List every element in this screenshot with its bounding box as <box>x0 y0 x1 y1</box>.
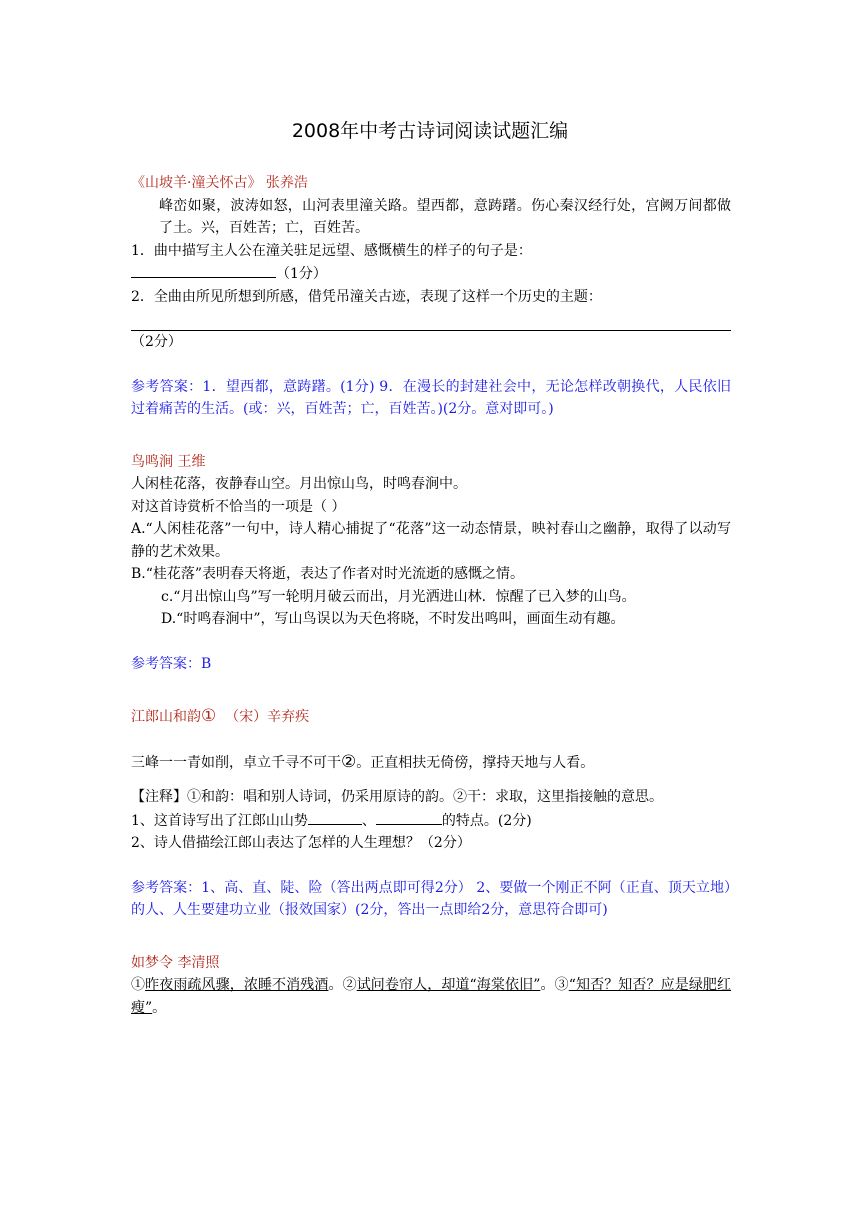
question: 对这首诗赏析不恰当的一项是（ ） <box>131 498 346 515</box>
note-marker: ② <box>341 751 357 772</box>
question-2-score: （2分） <box>131 334 182 350</box>
option-c: c.“月出惊山鸟”写一轮明月破云而出，月光洒进山林．惊醒了已入梦的山鸟。 <box>161 588 636 605</box>
poem-heading: 如梦令 李清照 <box>131 954 220 971</box>
poem-heading: 《山坡羊·潼关怀古》 张养浩 <box>131 175 308 191</box>
underlined-phrase: 昨夜雨疏风骤，浓睡不消残酒 <box>145 977 329 993</box>
page-title: 2008年中考古诗词阅读试题汇编 <box>291 120 569 142</box>
underlined-phrase: 试问卷帘人，却道“海棠依旧” <box>356 977 541 993</box>
question-1-line <box>131 262 731 286</box>
answer-blank <box>308 809 362 825</box>
poem-title: 江郎山和韵 <box>131 709 201 725</box>
poem-text: 人闲桂花落，夜静春山空。月出惊山鸟，时鸣春涧中。 <box>131 476 467 492</box>
question-2: 2、诗人借描绘江郎山表达了怎样的人生理想？（2分） <box>131 835 471 851</box>
answer-blank-line <box>131 308 731 331</box>
poem-text: 峰峦如聚，波涛如怒，山河表里潼关路。望西都，意踌躇。伤心秦汉经行处，宫阙万间都做了土。兴，百姓苦；亡，百姓苦。 <box>159 197 731 236</box>
option-d: D.“时鸣春涧中”，写山鸟误以为天色将晓，不时发出鸣叫，画面生动有趣。 <box>161 611 625 627</box>
question-1: 1．曲中描写主人公在潼关驻足远望、感慨横生的样子的句子是： <box>131 242 532 259</box>
answer-blank <box>376 809 442 825</box>
question-1-score: （1分） <box>276 266 327 282</box>
poem-text: ①昨夜雨疏风骤，浓睡不消残酒。②试问卷帘人，却道“海棠依旧”。③“知否？知否？应是绿肥红瘦”。 <box>131 977 732 1016</box>
poem-heading <box>131 705 731 729</box>
poem-author: （宋）辛弃疾 <box>225 709 310 725</box>
note-marker: ① <box>201 706 217 726</box>
question-1: 1、这首诗写出了江郎山山势 、 的特点。(2分) <box>131 809 731 833</box>
poem-heading: 鸟鸣涧 王维 <box>131 453 206 470</box>
question-2: 2．全曲由所见所想到所感，借凭吊潼关古迹，表现了这样一个历史的主题： <box>131 288 602 305</box>
option-b: B.“桂花落”表明春天将逝，表达了作者对时光流逝的感慨之情。 <box>131 566 525 582</box>
underlined-phrase: “知否？知否？应是绿肥红瘦” <box>131 977 732 1016</box>
reference-answer: 参考答案：B <box>131 655 212 672</box>
answer-blank <box>131 262 276 278</box>
reference-answer: 参考答案：1．望西都，意踌躇。(1分) 9．在漫长的封建社会中，无论怎样改朝换代，人民依旧过着痛苦的生活。(或：兴，百姓苦；亡，百姓苦。)(2分。意对即可。) <box>131 378 731 417</box>
poem-text: 三峰一一青如削，卓立千寻不可干②。正直相扶无倚傍，撑持天地与人看。 <box>131 751 595 772</box>
reference-answer: 参考答案：1、高、直、陡、险（答出两点即可得2分） 2、要做一个刚正不阿（正直、顶天立地）的人、人生要建功立业（报效国家）(2分，答出一点即给2分，意思符合即可) <box>131 879 731 918</box>
option-a: A.“人闲桂花落”一句中，诗人精心捕捉了“花落”这一动态情景，映衬春山之幽静，取得了以动写静的艺术效果。 <box>131 521 731 560</box>
annotation: 【注释】①和韵：唱和别人诗词，仍采用原诗的韵。②干：求取，这里指接触的意思。 <box>131 789 663 805</box>
document-body <box>131 172 731 1019</box>
